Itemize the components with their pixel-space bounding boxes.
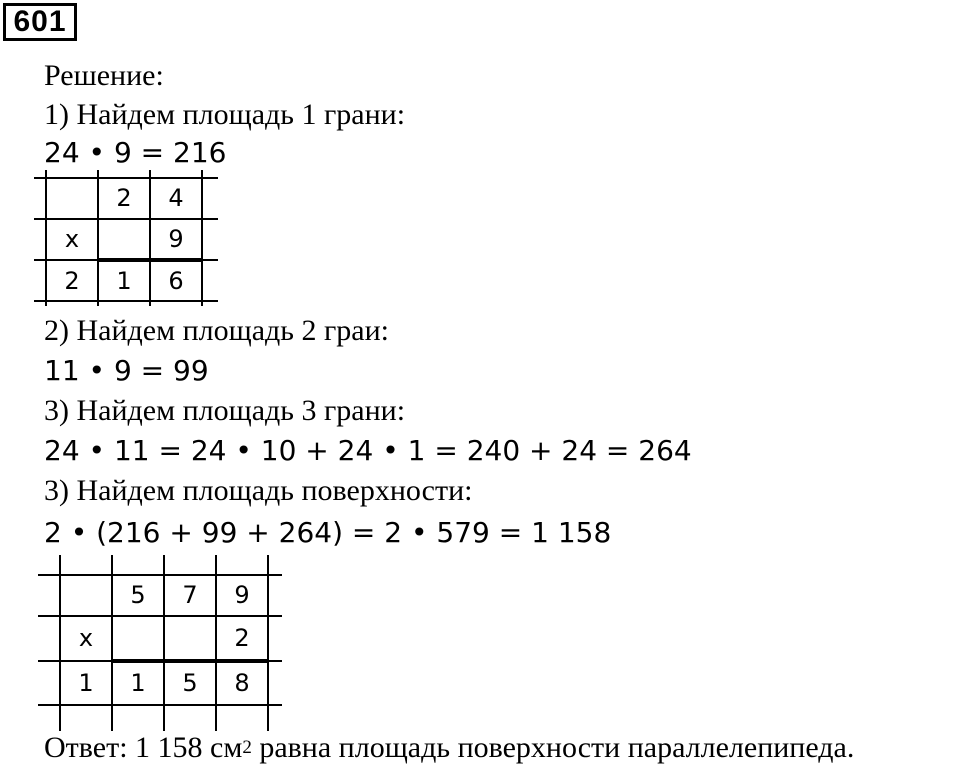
step-3-heading: 3) Найдем площадь 3 грани: bbox=[44, 394, 406, 427]
grid2-cell-r1-c3: 7 bbox=[182, 581, 198, 609]
grid1-cell-r1-c2: 2 bbox=[116, 184, 132, 212]
multiplication-grid-1-svg bbox=[34, 170, 234, 310]
grid2-cell-r1-c4: 9 bbox=[234, 581, 250, 609]
answer-text bbox=[44, 730, 854, 766]
step-2-heading: 2) Найдем площадь 2 граи: bbox=[44, 314, 389, 347]
grid1-cell-r2-c3: 9 bbox=[168, 225, 184, 253]
problem-number-badge: 601 bbox=[3, 3, 77, 41]
answer-suffix: равна площадь поверхности параллелепипеда. bbox=[251, 731, 855, 764]
step-4-calculation: 2 • (216 + 99 + 264) = 2 • 579 = 1 158 bbox=[44, 516, 612, 549]
grid2-cell-r2-c1: x bbox=[78, 624, 94, 652]
multiplication-grid-1 bbox=[34, 170, 234, 310]
answer-superscript: 2 bbox=[242, 737, 252, 758]
step-2-calculation: 11 • 9 = 99 bbox=[44, 354, 209, 387]
grid2-cell-r3-c3: 5 bbox=[182, 669, 198, 697]
answer-prefix: Ответ: 1 158 см bbox=[44, 731, 243, 764]
grid2-cell-r3-c4: 8 bbox=[234, 669, 250, 697]
grid2-cell-r3-c2: 1 bbox=[130, 669, 146, 697]
grid1-cell-r3-c3: 6 bbox=[168, 267, 184, 295]
grid1-cell-r3-c1: 2 bbox=[64, 267, 80, 295]
grid2-cell-r3-c1: 1 bbox=[78, 669, 94, 697]
step-4-heading: 3) Найдем площадь поверхности: bbox=[44, 474, 473, 507]
grid1-cell-r3-c2: 1 bbox=[116, 267, 132, 295]
multiplication-grid-2-svg bbox=[38, 555, 288, 735]
multiplication-grid-2 bbox=[38, 555, 288, 735]
grid1-cell-r1-c3: 4 bbox=[168, 184, 184, 212]
step-3-calculation: 24 • 11 = 24 • 10 + 24 • 1 = 240 + 24 = 264 bbox=[44, 434, 692, 467]
grid2-cell-r2-c4: 2 bbox=[234, 624, 250, 652]
grid2-cell-r1-c2: 5 bbox=[130, 581, 146, 609]
grid1-cell-r2-c1: x bbox=[64, 225, 80, 253]
solution-label: Решение: bbox=[44, 59, 164, 92]
step-1-calculation: 24 • 9 = 216 bbox=[44, 136, 227, 169]
step-1-heading: 1) Найдем площадь 1 грани: bbox=[44, 98, 406, 131]
